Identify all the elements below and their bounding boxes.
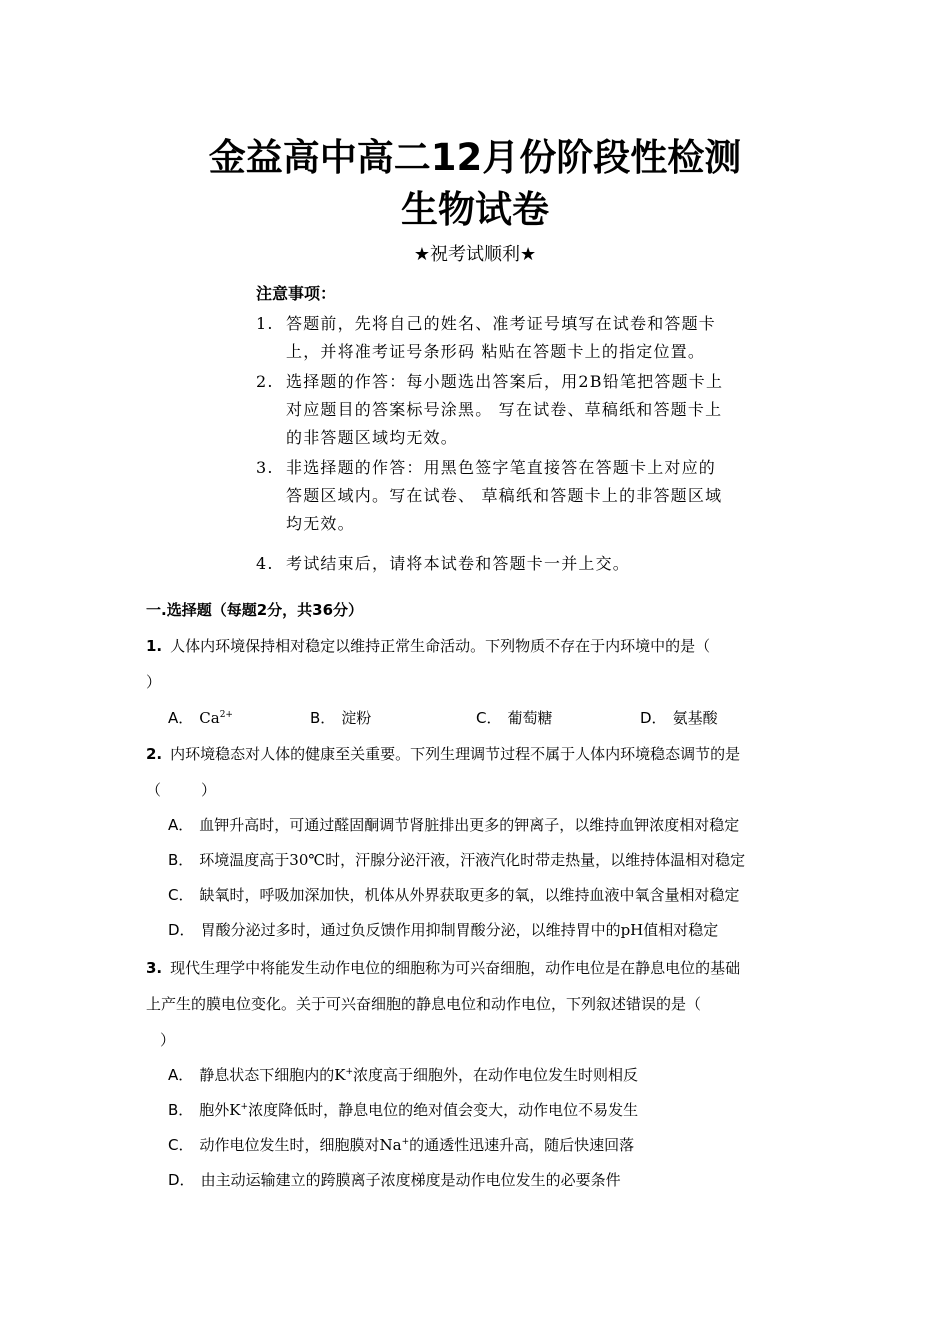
option-text: 的通透性迅速升高，随后快速回落 xyxy=(409,1136,635,1154)
question-text: 人体内环境保持相对稳定以维持正常生命活动。下列物质不存在于内环境中的是（ xyxy=(170,637,711,655)
option-d xyxy=(146,913,816,948)
paren-close: ） xyxy=(201,781,217,799)
notice-item xyxy=(256,550,726,578)
option-text: 由主动运输建立的跨膜离子浓度梯度是动作电位发生的必要条件 xyxy=(200,1171,621,1189)
option-superscript: + xyxy=(401,1137,410,1147)
option-label: A． xyxy=(168,709,194,727)
option-text: 血钾升高时，可通过醛固酮调节肾脏排出更多的钾离子，以维持血钾浓度相对稳定 xyxy=(199,816,740,834)
option-b xyxy=(146,843,816,878)
option-label: D． xyxy=(168,921,195,939)
option-b xyxy=(146,1093,816,1128)
question-number: 3. xyxy=(146,959,163,977)
question-stem xyxy=(146,628,816,664)
notice-item-text: 答题前，先将自己的姓名、准考证号填写在试卷和答题卡上，并将准考证号条形码 粘贴在答题卡上的指定位置。 xyxy=(286,314,717,361)
option-superscript: 2+ xyxy=(219,710,233,720)
question-stem xyxy=(146,736,816,772)
option-c xyxy=(476,700,553,736)
notice-item xyxy=(256,310,726,366)
notice-item-number: 4. xyxy=(256,554,274,573)
option-d xyxy=(640,700,718,736)
notice-item xyxy=(256,454,726,538)
option-text: 动作电位发生时，细胞膜对Na xyxy=(199,1136,402,1154)
notice-item xyxy=(256,368,726,452)
option-superscript: + xyxy=(240,1102,249,1112)
option-text: 缺氧时，呼吸加深加快，机体从外界获取更多的氧，以维持血液中氧含量相对稳定 xyxy=(199,886,740,904)
option-a xyxy=(146,1058,816,1093)
question-text: 内环境稳态对人体的健康至关重要。下列生理调节过程不属于人体内环境稳态调节的是 xyxy=(170,745,741,763)
exam-title xyxy=(0,132,950,236)
option-label: C． xyxy=(168,886,194,904)
option-d xyxy=(146,1163,816,1198)
notice-item-number: 1. xyxy=(256,314,274,333)
option-label: B． xyxy=(168,851,194,869)
option-a xyxy=(168,700,233,736)
notice-item-number: 3. xyxy=(256,458,274,477)
question-number: 2. xyxy=(146,745,163,763)
option-label: C． xyxy=(476,709,502,727)
option-text: 胞外K xyxy=(199,1101,241,1119)
option-text: Ca xyxy=(199,709,220,727)
title-line-2: 生物试卷 xyxy=(401,188,549,231)
option-text: 环境温度高于30℃时，汗腺分泌汗液，汗液汽化时带走热量，以维持体温相对稳定 xyxy=(199,851,746,869)
question-3 xyxy=(146,950,816,1198)
option-text: 浓度高于细胞外，在动作电位发生时则相反 xyxy=(353,1066,639,1084)
notice-title: 注意事项： xyxy=(256,284,337,303)
option-text: 静息状态下细胞内的K xyxy=(199,1066,346,1084)
option-label: B． xyxy=(168,1101,194,1119)
question-stem-end: ） xyxy=(160,1031,176,1049)
question-1 xyxy=(146,628,816,736)
option-c xyxy=(146,1128,816,1163)
notice-item-text: 考试结束后，请将本试卷和答题卡一并上交。 xyxy=(286,554,631,573)
options-row xyxy=(146,700,816,736)
option-label: A． xyxy=(168,1066,194,1084)
notice-item-text: 选择题的作答：每小题选出答案后，用2B铅笔把答题卡上对应题目的答案标号涂黑。 写在试卷、草稿纸和答题卡上的非答题区域均无效。 xyxy=(286,372,724,447)
option-c xyxy=(146,878,816,913)
option-text: 淀粉 xyxy=(341,709,372,727)
option-label: B． xyxy=(310,709,336,727)
option-superscript: + xyxy=(345,1067,354,1077)
option-text: 胃酸分泌过多时，通过负反馈作用抑制胃酸分泌，以维持胃中的pH值相对稳定 xyxy=(200,921,719,939)
option-label: A． xyxy=(168,816,194,834)
notice-section xyxy=(256,282,726,580)
notice-item-number: 2. xyxy=(256,372,274,391)
option-text: 葡萄糖 xyxy=(507,709,553,727)
option-label: D． xyxy=(640,709,667,727)
option-text: 氨基酸 xyxy=(672,709,718,727)
option-b xyxy=(310,700,371,736)
paren-open: （ xyxy=(146,781,162,799)
question-stem-end: ） xyxy=(146,673,162,691)
question-paren xyxy=(146,772,816,808)
question-text-line-1: 现代生理学中将能发生动作电位的细胞称为可兴奋细胞，动作电位是在静息电位的基础 xyxy=(170,959,741,977)
option-a xyxy=(146,808,816,843)
notice-item-text: 非选择题的作答：用黑色签字笔直接答在答题卡上对应的答题区域内。写在试卷、 草稿纸和答题卡上的非答题区域均无效。 xyxy=(286,458,723,533)
question-2 xyxy=(146,736,816,948)
blessing-line: ★祝考试顺利★ xyxy=(413,244,537,265)
option-label: D． xyxy=(168,1171,195,1189)
option-text: 浓度降低时，静息电位的绝对值会变大，动作电位不易发生 xyxy=(248,1101,639,1119)
question-number: 1. xyxy=(146,637,163,655)
section-title: 一.选择题（每题2分，共36分） xyxy=(146,601,364,619)
title-line-1: 金益高中高二12月份阶段性检测 xyxy=(208,136,742,179)
option-label: C． xyxy=(168,1136,194,1154)
question-stem xyxy=(146,950,816,986)
question-text-line-2: 上产生的膜电位变化。关于可兴奋细胞的静息电位和动作电位，下列叙述错误的是（ xyxy=(146,995,702,1013)
